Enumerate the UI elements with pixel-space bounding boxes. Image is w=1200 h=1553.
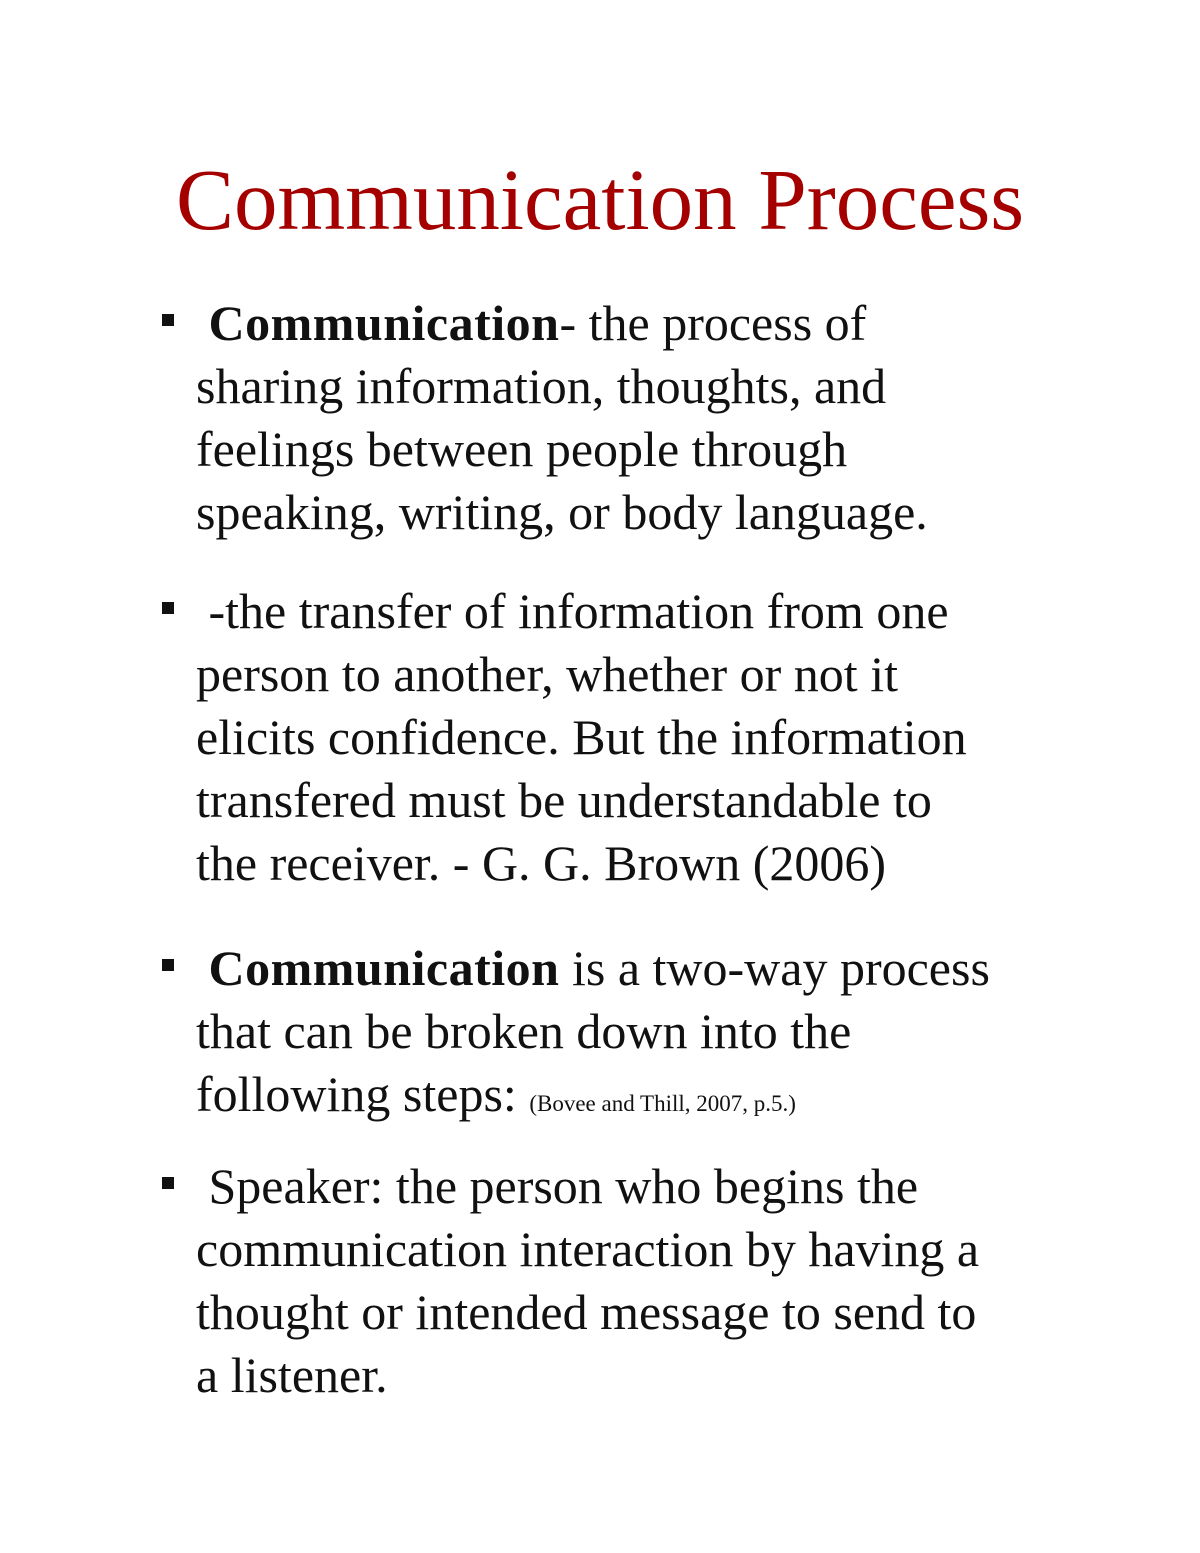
bullet-line <box>196 292 1096 355</box>
square-bullet-icon <box>162 959 174 971</box>
bullet-line: the receiver. - G. G. Brown (2006) <box>196 835 887 891</box>
bullet-line <box>196 580 1096 643</box>
bullet-item-two-way-process <box>196 937 1096 1126</box>
term-communication: Communication <box>208 940 560 996</box>
bullet-line: elicits confidence. But the information <box>196 709 967 765</box>
bullet-item-communication-definition <box>196 292 1096 544</box>
square-bullet-icon <box>162 602 174 614</box>
bullet-line: a listener. <box>196 1347 388 1403</box>
bullet-item-transfer-definition <box>196 580 1096 895</box>
definition-text: -the transfer of information from one <box>208 583 949 639</box>
bullet-line: feelings between people through <box>196 421 848 477</box>
definition-text: - the process of <box>559 295 867 351</box>
bullet-line: that can be broken down into the <box>196 1003 852 1059</box>
square-bullet-icon <box>162 1177 174 1189</box>
bullet-item-speaker <box>196 1155 1096 1407</box>
term-communication: Communication <box>208 295 560 351</box>
bullet-line: speaking, writing, or body language. <box>196 484 928 540</box>
definition-text: following steps: <box>196 1066 530 1122</box>
bullet-line: person to another, whether or not it <box>196 646 898 702</box>
bullet-line: sharing information, thoughts, and <box>196 358 887 414</box>
bullet-line <box>196 1155 1096 1218</box>
definition-text: is a two-way process <box>559 940 990 996</box>
page-title: Communication Process <box>176 151 1025 248</box>
citation: (Bovee and Thill, 2007, p.5.) <box>529 1091 796 1116</box>
bullet-line <box>196 937 1096 1000</box>
bullet-line <box>196 1063 1096 1126</box>
bullet-line: transfered must be understandable to <box>196 772 932 828</box>
bullet-line: thought or intended message to send to <box>196 1284 977 1340</box>
bullet-line: communication interaction by having a <box>196 1221 980 1277</box>
square-bullet-icon <box>162 314 174 326</box>
definition-text: Speaker: the person who begins the <box>208 1158 919 1214</box>
